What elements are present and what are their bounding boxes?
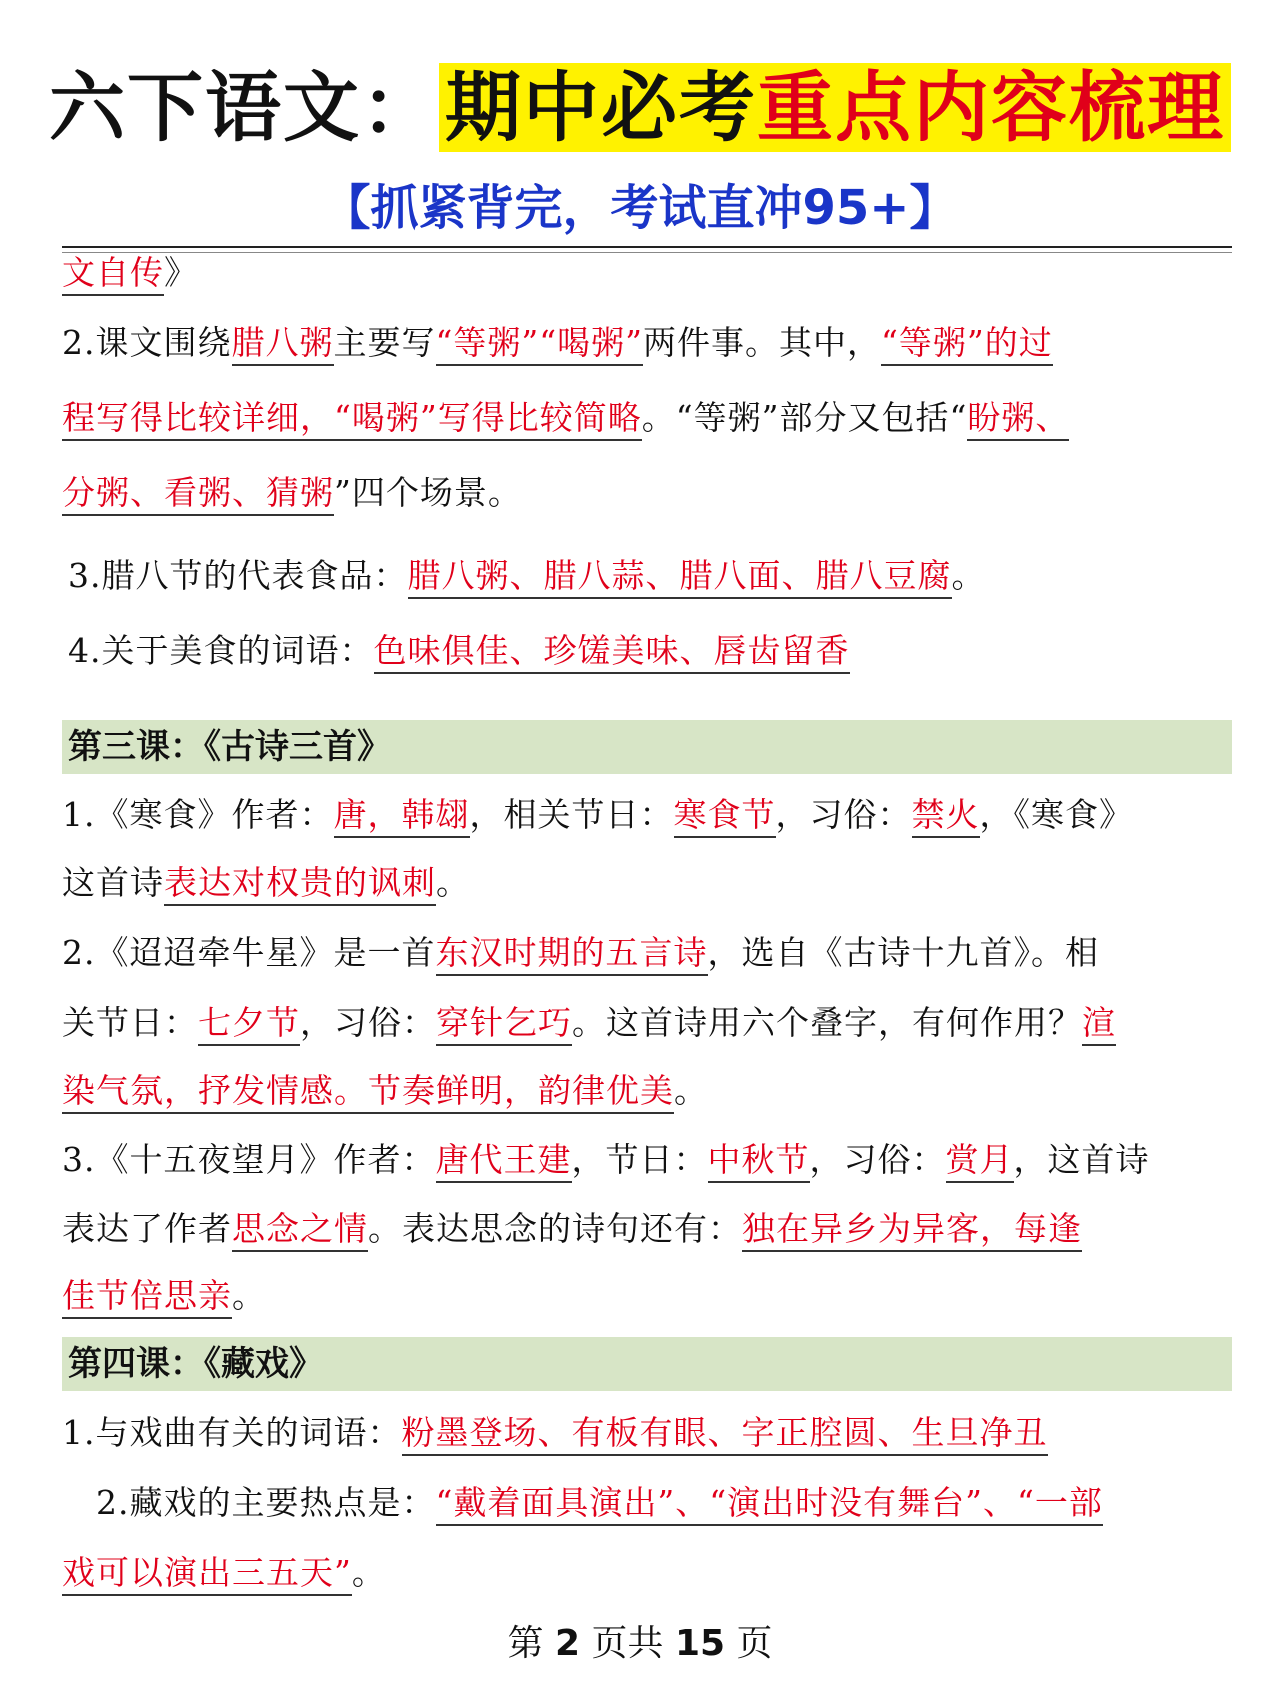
text: 关节日： <box>62 1003 198 1042</box>
text: ，习俗： <box>300 1003 436 1042</box>
page-title <box>0 58 1280 158</box>
answer: 唐代王建 <box>436 1140 572 1183</box>
text: 。表达思念的诗句还有： <box>368 1209 742 1248</box>
answer: 色味俱佳、珍馐美味、唇齿留香 <box>374 631 850 674</box>
text: 1.《寒食》作者： <box>62 795 334 834</box>
text: 。 <box>674 1071 708 1110</box>
text-line <box>62 1206 1082 1252</box>
answer: 思念之情 <box>232 1209 368 1252</box>
text: 2.藏戏的主要热点是： <box>96 1483 436 1522</box>
text-line <box>62 250 198 296</box>
text: 2.课文围绕 <box>62 323 232 362</box>
answer: 渲 <box>1082 1003 1116 1046</box>
text-line <box>62 470 522 516</box>
title-highlight-black: 期中必考 <box>445 63 757 152</box>
text-line <box>62 1273 266 1319</box>
page-label: 页 <box>736 1623 773 1664</box>
text: 。这首诗用六个叠字，有何作用？ <box>572 1003 1082 1042</box>
text-line <box>68 553 986 599</box>
answer: 表达对权贵的讽刺 <box>164 863 436 906</box>
answer: “等粥”的过 <box>881 323 1053 366</box>
text-line <box>62 792 1133 838</box>
title-prefix: 六下语文： <box>49 63 439 152</box>
text: ，相关节日： <box>469 795 674 834</box>
text: 3.《十五夜望月》作者： <box>62 1140 436 1179</box>
text: 3.腊八节的代表食品： <box>68 556 408 595</box>
text-line <box>68 628 850 674</box>
text-line <box>62 930 1099 976</box>
text-line <box>62 1410 1048 1456</box>
text: ，这首诗 <box>1013 1140 1150 1179</box>
divider <box>62 246 1232 248</box>
text-line <box>62 1137 1150 1183</box>
text: 1.与戏曲有关的词语： <box>62 1413 402 1452</box>
answer: 七夕节 <box>198 1003 300 1046</box>
answer: 文自传 <box>62 253 164 296</box>
text: 。“等粥”部分又包括“ <box>641 398 968 437</box>
answer: 分粥、看粥、猜粥 <box>62 473 334 516</box>
answer: “等粥”“喝粥” <box>436 323 643 366</box>
answer: 戏可以演出三五天” <box>62 1553 352 1596</box>
current-page: 2 <box>554 1623 581 1664</box>
text: 》 <box>164 253 198 292</box>
answer: 佳节倍思亲 <box>62 1276 232 1319</box>
answer: “戴着面具演出”、“演出时没有舞台”、“一部 <box>436 1483 1103 1526</box>
page-number <box>0 1620 1280 1668</box>
text: ，选自《古诗十九首》。相 <box>707 933 1099 972</box>
answer: 赏月 <box>946 1140 1014 1183</box>
text-line <box>96 1480 1103 1526</box>
text: 主要写 <box>333 323 436 362</box>
text: 2.《迢迢牵牛星》是一首 <box>62 933 436 972</box>
divider-thin <box>62 252 1232 253</box>
title-highlight <box>439 63 1231 152</box>
text: 这首诗 <box>62 863 164 902</box>
text-line <box>62 1068 708 1114</box>
answer: 中秋节 <box>708 1140 810 1183</box>
text: 表达了作者 <box>62 1209 232 1248</box>
text-line <box>62 1000 1116 1046</box>
text: ，习俗： <box>809 1140 946 1179</box>
answer: 程写得比较详细，“喝粥”写得比较简略 <box>62 398 642 441</box>
text: 4.关于美食的词语： <box>68 631 374 670</box>
page-label: 第 <box>507 1623 544 1664</box>
text-line <box>62 395 1069 441</box>
answer: 唐，韩翃 <box>334 795 470 838</box>
answer: 腊八粥、腊八蒜、腊八面、腊八豆腐 <box>408 556 952 599</box>
section-header-lesson-3: 第三课：《古诗三首》 <box>62 720 1232 774</box>
text: 。 <box>232 1276 266 1315</box>
total-pages: 15 <box>674 1623 726 1664</box>
section-header-lesson-4: 第四课：《藏戏》 <box>62 1337 1232 1391</box>
answer: 寒食节 <box>674 795 776 838</box>
answer: 粉墨登场、有板有眼、字正腔圆、生旦净丑 <box>402 1413 1048 1456</box>
answer: 禁火 <box>912 795 980 838</box>
text: ，习俗： <box>775 795 912 834</box>
text: 两件事。其中， <box>642 323 881 362</box>
answer: 东汉时期的五言诗 <box>436 933 708 976</box>
answer: 腊八粥 <box>232 323 334 366</box>
answer: 独在异乡为异客，每逢 <box>742 1209 1082 1252</box>
text-line <box>62 1550 386 1596</box>
text-line <box>62 320 1053 366</box>
answer: 穿针乞巧 <box>436 1003 572 1046</box>
answer: 染气氛，抒发情感。节奏鲜明，韵律优美 <box>62 1071 674 1114</box>
text: 。 <box>951 556 986 595</box>
answer: 盼粥、 <box>967 398 1069 441</box>
text-line <box>62 860 470 906</box>
title-highlight-red: 重点内容梳理 <box>757 63 1225 152</box>
text: 。 <box>351 1553 386 1592</box>
text: ，节日： <box>571 1140 708 1179</box>
subtitle: 【抓紧背完，考试直冲95+】 <box>322 180 958 236</box>
text: 。 <box>436 863 470 902</box>
text: ”四个场景。 <box>334 473 522 512</box>
page-label: 页共 <box>591 1623 664 1664</box>
text: ，《寒食》 <box>979 795 1133 834</box>
